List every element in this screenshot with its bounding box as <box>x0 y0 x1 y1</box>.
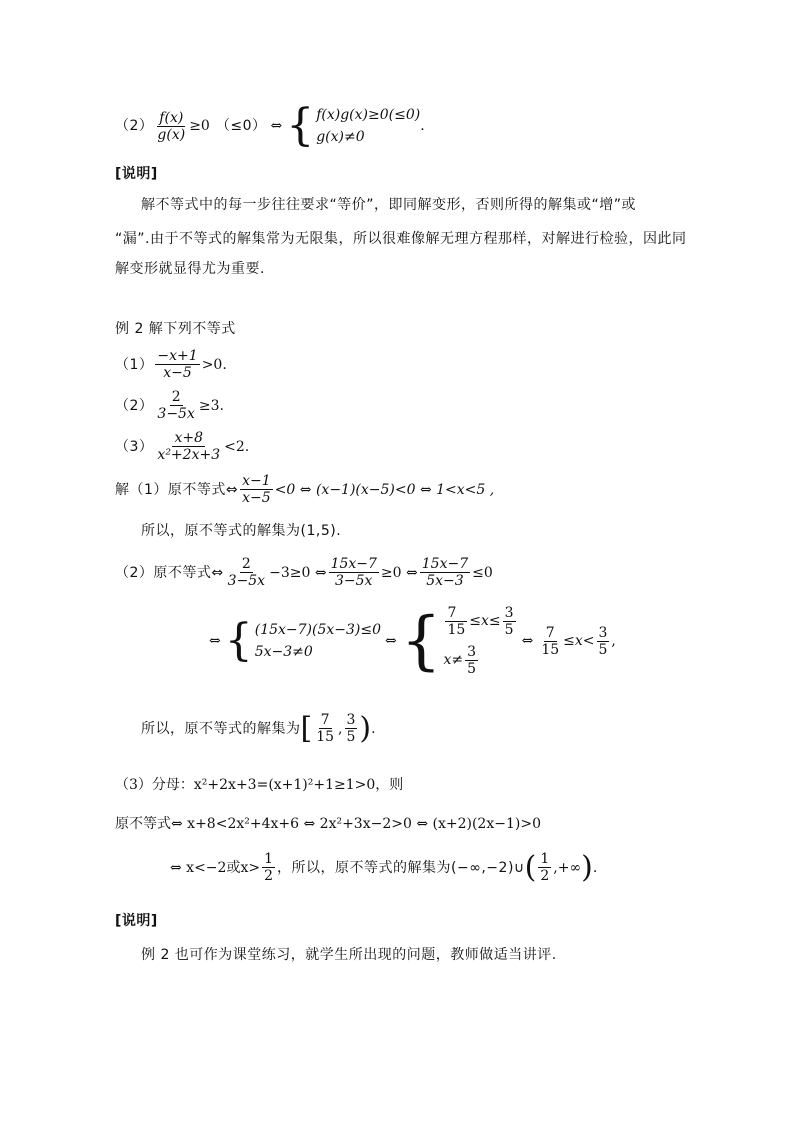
note1-line3: 解变形就显得尤为重要. <box>115 261 265 277</box>
intro-alt: （≤0） <box>215 118 267 135</box>
solution-2-frac1-den: 3−5x <box>227 573 266 590</box>
problem-2-num: 2 <box>171 389 181 405</box>
sys2-n2: 3 <box>504 605 514 621</box>
intro-cond: ≥0 <box>189 118 210 135</box>
res-d1: 15 <box>316 729 335 746</box>
fin-d2: 5 <box>598 641 608 658</box>
solution-2-frac1-num: 2 <box>241 556 251 572</box>
intro-formula <box>115 100 425 152</box>
solution-2-frac3 <box>420 556 470 589</box>
solution-2-sys1-b: 5x−3≠0 <box>254 644 313 661</box>
solution-1 <box>115 473 494 506</box>
sol3-l3-n: 1 <box>264 851 273 867</box>
solution-3-line2: 原不等式⇔ x+8<2x²+4x+6 ⇔ 2x²+3x−2>0 ⇔ (x+2)(2x−1)>0 <box>115 816 541 832</box>
solution-2-iff-b: ⇔ <box>385 633 397 650</box>
intro-period: . <box>420 118 425 135</box>
res-n1: 7 <box>320 712 330 728</box>
solution-2-iff-c: ⇔ <box>521 633 534 650</box>
fin-end: , <box>611 633 616 650</box>
solution-1-tail: <0 ⇔ (x−1)(x−5)<0 ⇔ 1<x<5 , <box>274 481 495 498</box>
solution-2-sys2-a <box>443 605 517 638</box>
sys2-n1: 7 <box>445 605 467 622</box>
problem-1-num: −x+1 <box>157 348 198 364</box>
problem-2-den: 3−5x <box>157 406 195 423</box>
sys2b-pre: x≠ <box>443 652 464 669</box>
problem-3-den: x²+2x+3 <box>157 447 221 464</box>
fin-n2: 3 <box>598 624 608 641</box>
problem-1-fraction <box>155 348 199 381</box>
sys2-mid: ≤x≤ <box>469 613 501 630</box>
solution-1-result: 所以，原不等式的解集为(1,5). <box>141 523 342 539</box>
problem-1-rel: >0. <box>201 356 227 373</box>
problem-1 <box>115 348 227 381</box>
sol3-l3-rn: 1 <box>540 851 550 867</box>
problem-3-rel: <2. <box>224 438 250 455</box>
res-n2: 3 <box>346 712 356 728</box>
solution-2-system2: { $\frac{7}{15}$ ≤x≤ $\frac{3}{5}$ x≠ $\frac{3}{5}$ <box>401 605 518 677</box>
solution-2-sys2-b <box>443 644 517 677</box>
sys2-d2: 5 <box>504 622 514 639</box>
solution-1-fraction <box>240 473 273 506</box>
intro-system: { f(x)g(x)≥0(≤0) g(x)≠0 <box>286 100 421 152</box>
intro-fraction: $\frac{f(x)}{g(x)}$ <box>157 109 186 143</box>
sol3-l3-rd: 2 <box>540 868 550 885</box>
problem-3 <box>115 430 249 463</box>
solution-2-iff-a: ⇔ <box>209 633 221 650</box>
sol3-l3-pre: ⇔ x<−2或x> <box>170 859 261 876</box>
solution-2-frac2 <box>329 556 379 589</box>
problem-3-label: （3） <box>115 438 154 455</box>
note1-heading: [说明] <box>115 166 158 182</box>
problem-2-label: （2） <box>115 397 154 414</box>
solution-1-num: x−1 <box>242 473 271 489</box>
problem-2-rel: ≥3. <box>198 397 224 414</box>
res-d2: 5 <box>346 729 356 746</box>
solution-2-result-text: 所以，原不等式的解集为 <box>141 720 301 737</box>
intro-iff: ⇔ <box>270 118 283 135</box>
sol3-l3-d: 2 <box>264 868 273 885</box>
intro-label: （2） <box>115 118 154 135</box>
intro-sys-line2: g(x)≠0 <box>316 129 365 146</box>
sol3-l3-tail: ,+∞ <box>553 859 582 876</box>
solution-2-system1: { (15x−7)(5x−3)≤0 5x−3≠0 <box>224 615 382 667</box>
sol3-l3-end: . <box>592 859 598 876</box>
note1-line2: “漏”.由于不等式的解集常为无限集，所以很难像解无理方程那样，对解进行检验，因此同 <box>115 231 687 247</box>
fin-d1: 15 <box>541 641 560 658</box>
problem-1-label: （1） <box>115 356 154 373</box>
solution-3-line1: （3）分母：x²+2x+3=(x+1)²+1≥1>0，则 <box>115 777 404 793</box>
problem-2-fraction <box>155 389 196 422</box>
intro-sys-line1: f(x)g(x)≥0(≤0) <box>316 107 421 123</box>
fin-mid: ≤x< <box>563 633 595 650</box>
solution-2-mid1: −3≥0 ⇔ <box>269 564 327 581</box>
sys2b-n: 3 <box>467 644 477 661</box>
note2-heading: [说明] <box>115 913 158 929</box>
sol3-l3-mid: ，所以，原不等式的解集为(−∞,−2)∪ <box>277 859 525 876</box>
solution-2-frac2-num: 15x−7 <box>330 556 377 572</box>
solution-3-line3: ⇔ x<−2或x> $\frac{1}{2}$ ，所以，原不等式的解集为(−∞,−2)∪ ( $\frac{1}{2}$ ,+∞ ) . <box>170 849 598 885</box>
solution-2-frac2-den: 3−5x <box>335 573 373 590</box>
solution-1-den: x−5 <box>242 490 271 507</box>
solution-1-lead: 解（1）原不等式⇔ <box>115 481 239 498</box>
solution-2-lead: （2）原不等式⇔ <box>115 564 224 581</box>
res-end: . <box>371 720 376 737</box>
solution-2-frac3-den: 5x−3 <box>426 573 464 590</box>
problem-1-den: x−5 <box>163 365 192 382</box>
solution-2-mid2: ≥0 ⇔ <box>380 564 418 581</box>
sys2b-d: 5 <box>467 661 477 678</box>
solution-2-line2 <box>205 605 616 677</box>
solution-2-frac3-num: 15x−7 <box>421 556 469 572</box>
example2-title: 例 2 解下列不等式 <box>115 321 236 337</box>
solution-2-result: 所以，原不等式的解集为 [ $\frac{7}{15}$ , $\frac{3}{5}$ ) . <box>141 710 376 746</box>
solution-2-sys1-a: (15x−7)(5x−3)≤0 <box>254 621 382 638</box>
fin-n1: 7 <box>545 624 555 641</box>
note2-para: 例 2 也可作为课堂练习，就学生所出现的问题，教师做适当讲评. <box>141 947 557 963</box>
note1-line1: 解不等式中的每一步往往要求“等价”，即同解变形，否则所得的解集或“增”或 <box>141 197 637 213</box>
solution-2-line1 <box>115 556 493 589</box>
problem-3-num: x+8 <box>174 430 204 446</box>
problem-2 <box>115 389 224 422</box>
solution-2-frac1 <box>226 556 267 589</box>
problem-3-fraction <box>155 430 222 463</box>
sys2-d1: 15 <box>447 622 466 639</box>
solution-2-end1: ≤0 <box>472 564 493 581</box>
